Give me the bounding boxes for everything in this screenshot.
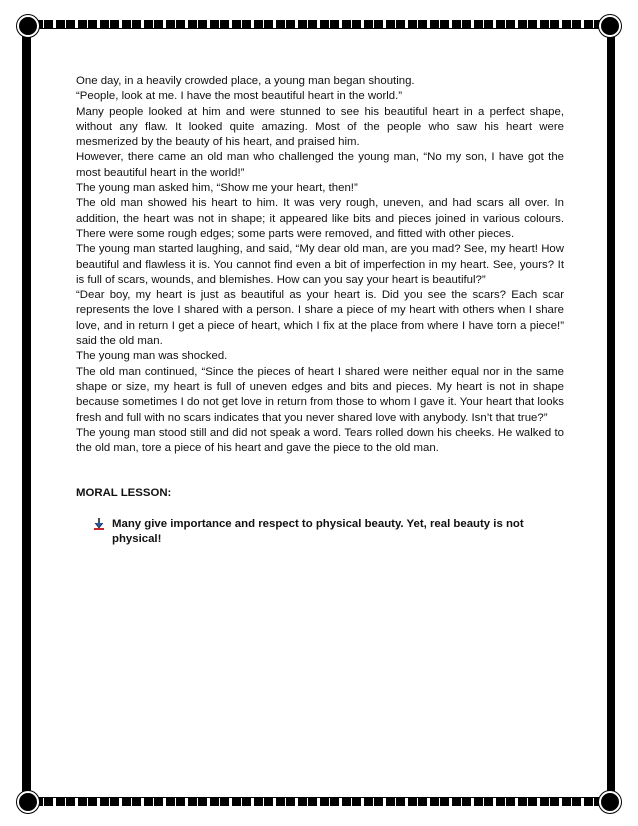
story-paragraph: The old man continued, “Since the pieces of heart I shared were neither equal nor in the same shape or size, my heart is full of uneven edges and bits and pieces. My heart is not in shape because sometimes I do not get love in return from those to whom I gave it. Your heart that looks fresh and full with no scars indicates that you never shared love with anybody. Isn’t that true?” [76, 365, 564, 424]
corner-ornament-icon [17, 791, 39, 813]
corner-ornament-icon [599, 15, 621, 37]
story-content [76, 74, 564, 547]
story-paragraph: The young man started laughing, and said, “My dear old man, are you mad? See, my heart! How beautiful and flawless it is. You cannot find even a bit of imperfection in my heart. See, yours? It is full of scars, wounds, and blemishes. How can you say your heart is beautiful?” [76, 243, 564, 286]
corner-ornament-icon [17, 15, 39, 37]
section-spacer [76, 456, 564, 486]
story-paragraph: “Dear boy, my heart is just as beautiful as your heart is. Did you see the scars? Each scar represents the love I shared with a person. I share a piece of my heart with others when I share love, and in return I get a piece of heart, which I fix at the place from where I have torn a piece!” said the old man. [76, 289, 564, 348]
moral-lesson-text: Many give importance and respect to physical beauty. Yet, real beauty is not physical! [112, 517, 524, 546]
moral-lesson-item [76, 517, 564, 548]
story-paragraph: Many people looked at him and were stunned to see his beautiful heart in a perfect shape, without any flaw. It looked quite amazing. Most of the people who saw his heart were mesmerized by the beauty of his heart, and praised him. [76, 105, 564, 149]
arrow-bullet-icon [93, 518, 105, 530]
story-paragraph: The young man was shocked. [76, 350, 228, 363]
story-paragraph: However, there came an old man who challenged the young man, “No my son, I have got the most beautiful heart in the world!” [76, 151, 564, 179]
moral-heading: MORAL LESSON: [76, 487, 172, 500]
story-paragraph: The old man showed his heart to him. It was very rough, uneven, and had scars all over. In addition, the heart was not in shape; it appeared like bits and pieces joined in various colours. There were some rough edges; some parts were removed, and fitted with other pieces. [76, 197, 564, 240]
story-paragraph: The young man stood still and did not speak a word. Tears rolled down his cheeks. He walked to the old man, tore a piece of his heart and gave the piece to the old man. [76, 426, 564, 455]
corner-ornament-icon [599, 791, 621, 813]
story-paragraph: The young man asked him, “Show me your heart, then!” [76, 182, 358, 195]
story-paragraph: One day, in a heavily crowded place, a young man began shouting. [76, 75, 415, 87]
story-paragraph: “People, look at me. I have the most beautiful heart in the world.” [76, 90, 403, 103]
